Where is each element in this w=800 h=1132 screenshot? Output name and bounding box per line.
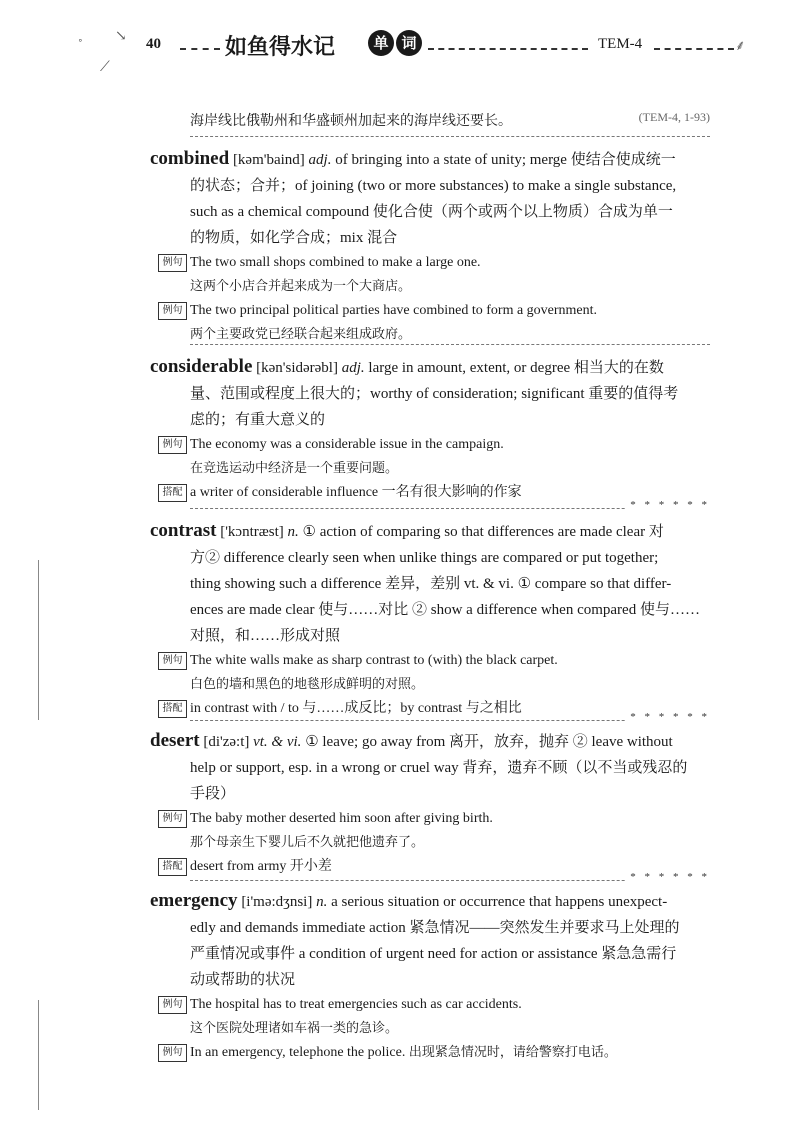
definition-line: 动或帮助的状况 (190, 972, 296, 988)
scan-mark: ⟋ (100, 60, 110, 75)
stars-decoration: * * * * * * (626, 871, 710, 883)
definition-line: 虑的；有重大意义的 (190, 412, 326, 428)
collocation-text: a writer of considerable influence 一名有很大影响的作家 (190, 485, 522, 500)
example-zh: 白色的墙和黑色的地毯形成鲜明的对照。 (190, 677, 425, 692)
exam-label: TEM-4 (598, 36, 643, 52)
example (150, 807, 715, 855)
definition-line: such as a chemical compound 使化合使（两个或两个以上物质）合成为单一 (190, 204, 673, 220)
separator (190, 136, 710, 137)
logo (368, 30, 422, 56)
part-of-speech: n. (316, 894, 328, 910)
definition-line: thing showing such a difference 差异，差别 vt. & vi. ① compare so that differ- (190, 576, 672, 592)
definition-line: 量、范围或程度上很大的；worthy of consideration; significant 重要的值得考 (190, 386, 679, 402)
example-tag: 例句 (158, 302, 187, 320)
pronunciation: [kən'sidərəbl] (256, 360, 338, 376)
logo-char-1: 单 (368, 30, 394, 56)
stars-decoration: * * * * * * (626, 711, 710, 723)
example-en: The two small shops combined to make a large one. (190, 255, 481, 270)
separator (190, 499, 710, 511)
header-dash (654, 48, 734, 50)
headword: considerable (150, 356, 253, 377)
headword: emergency (150, 890, 238, 911)
margin-line (38, 1000, 39, 1110)
page-header (130, 30, 750, 62)
logo-char-2: 词 (396, 30, 422, 56)
entry-combined (150, 146, 715, 347)
pronunciation: ['kɔntræst] (220, 524, 284, 540)
headword: desert (150, 730, 200, 751)
header-dash (180, 48, 220, 50)
definition-line: a serious situation or occurrence that happens unexpect- (331, 894, 668, 910)
example (150, 1041, 715, 1065)
example-en: The two principal political parties have combined to form a government. (190, 303, 598, 318)
headword: contrast (150, 520, 217, 541)
part-of-speech: adj. (341, 360, 365, 376)
example (150, 993, 715, 1041)
example-zh: 在竞选运动中经济是一个重要问题。 (190, 461, 399, 476)
definition-line: of bringing into a state of unity; merge 使结合使成统一 (335, 152, 676, 168)
part-of-speech: n. (287, 524, 299, 540)
scan-mark: ˚ (78, 38, 83, 53)
definition-line: edly and demands immediate action 紧急情况——突然发生并要求马上处理的 (190, 920, 680, 936)
example-en: The economy was a considerable issue in the campaign. (190, 437, 504, 452)
pronunciation: [kəm'baind] (232, 152, 305, 168)
example-tag: 例句 (158, 254, 187, 272)
example (150, 299, 715, 347)
example-zh: 这个医院处理诸如车祸一类的急诊。 (190, 1021, 399, 1036)
example-zh: 这两个小店合并起来成为一个大商店。 (190, 279, 412, 294)
definition-line: ences are made clear 使与……对比 ② show a difference when compared 使与…… (190, 602, 700, 618)
example-zh: 那个母亲生下婴儿后不久就把他遗弃了。 (190, 835, 425, 850)
definition-line: 的状态；合并；of joining (two or more substances) to make a single substance, (190, 178, 677, 194)
example-en: The hospital has to treat emergencies such as car accidents. (190, 997, 522, 1012)
part-of-speech: vt. & vi. (253, 734, 302, 750)
definition-line: 的物质，如化学合成；mix 混合 (190, 230, 398, 246)
definition-line: ① action of comparing so that differences are made clear 对 (302, 524, 664, 540)
margin-line (38, 560, 39, 720)
entry-contrast (150, 518, 715, 721)
collocation-tag: 搭配 (158, 858, 187, 876)
example (150, 649, 715, 697)
example (150, 433, 715, 481)
headword: combined (150, 148, 230, 169)
separator (190, 344, 710, 345)
example-tag: 例句 (158, 996, 187, 1014)
pronunciation: [i'mə:dʒnsi] (241, 894, 313, 910)
collocation-text: in contrast with / to 与……成反比；by contrast 与之相比 (190, 701, 522, 716)
header-dash (428, 48, 588, 50)
definition-line: large in amount, extent, or degree 相当大的在数 (368, 360, 664, 376)
definition-line: help or support, esp. in a wrong or cruel way 背弃，遗弃不顾（以不当或残忍的 (190, 760, 688, 776)
definition-line: 对照，和……形成对照 (190, 628, 341, 644)
example (150, 251, 715, 299)
example-en: The baby mother deserted him soon after giving birth. (190, 811, 493, 826)
scan-mark: ⸙ (735, 39, 746, 54)
collocation-tag: 搭配 (158, 484, 187, 502)
example-tag: 例句 (158, 436, 187, 454)
example-tag: 例句 (158, 810, 187, 828)
example-en: The white walls make as sharp contrast to (with) the black carpet. (190, 653, 558, 668)
example-tag: 例句 (158, 1044, 187, 1062)
intro-text: 海岸线比俄勒州和华盛顿州加起来的海岸线还要长。 (190, 113, 512, 129)
page-number: 40 (146, 36, 161, 52)
example-zh: 出现紧急情况时，请给警察打电话。 (408, 1045, 617, 1060)
example-tag: 例句 (158, 652, 187, 670)
separator (190, 711, 710, 723)
book-title: 如鱼得水记 (225, 35, 336, 60)
part-of-speech: adj. (308, 152, 332, 168)
definition-line: 严重情况或事件 a condition of urgent need for action or assistance 紧急急需行 (190, 946, 677, 962)
pronunciation: [di'zə:t] (203, 734, 250, 750)
definition-line: ① leave; go away from 离开，放弃，抛弃 ② leave without (305, 734, 673, 750)
example-en: In an emergency, telephone the police. (190, 1045, 406, 1060)
scan-mark: ↘ (115, 29, 127, 44)
stars-decoration: * * * * * * (626, 499, 710, 511)
example-zh: 两个主要政党已经联合起来组成政府。 (190, 327, 412, 342)
intro-sentence (190, 110, 710, 130)
intro-source: (TEM-4, 1-93) (638, 110, 710, 124)
definition-line: 手段） (190, 786, 236, 802)
separator (190, 871, 710, 883)
definition-line: 方② difference clearly seen when unlike things are compared or put together; (190, 550, 659, 566)
entry-desert (150, 728, 715, 879)
entry-emergency (150, 888, 715, 1065)
collocation-text: desert from army 开小差 (190, 859, 332, 874)
entry-considerable (150, 354, 715, 505)
collocation-tag: 搭配 (158, 700, 187, 718)
